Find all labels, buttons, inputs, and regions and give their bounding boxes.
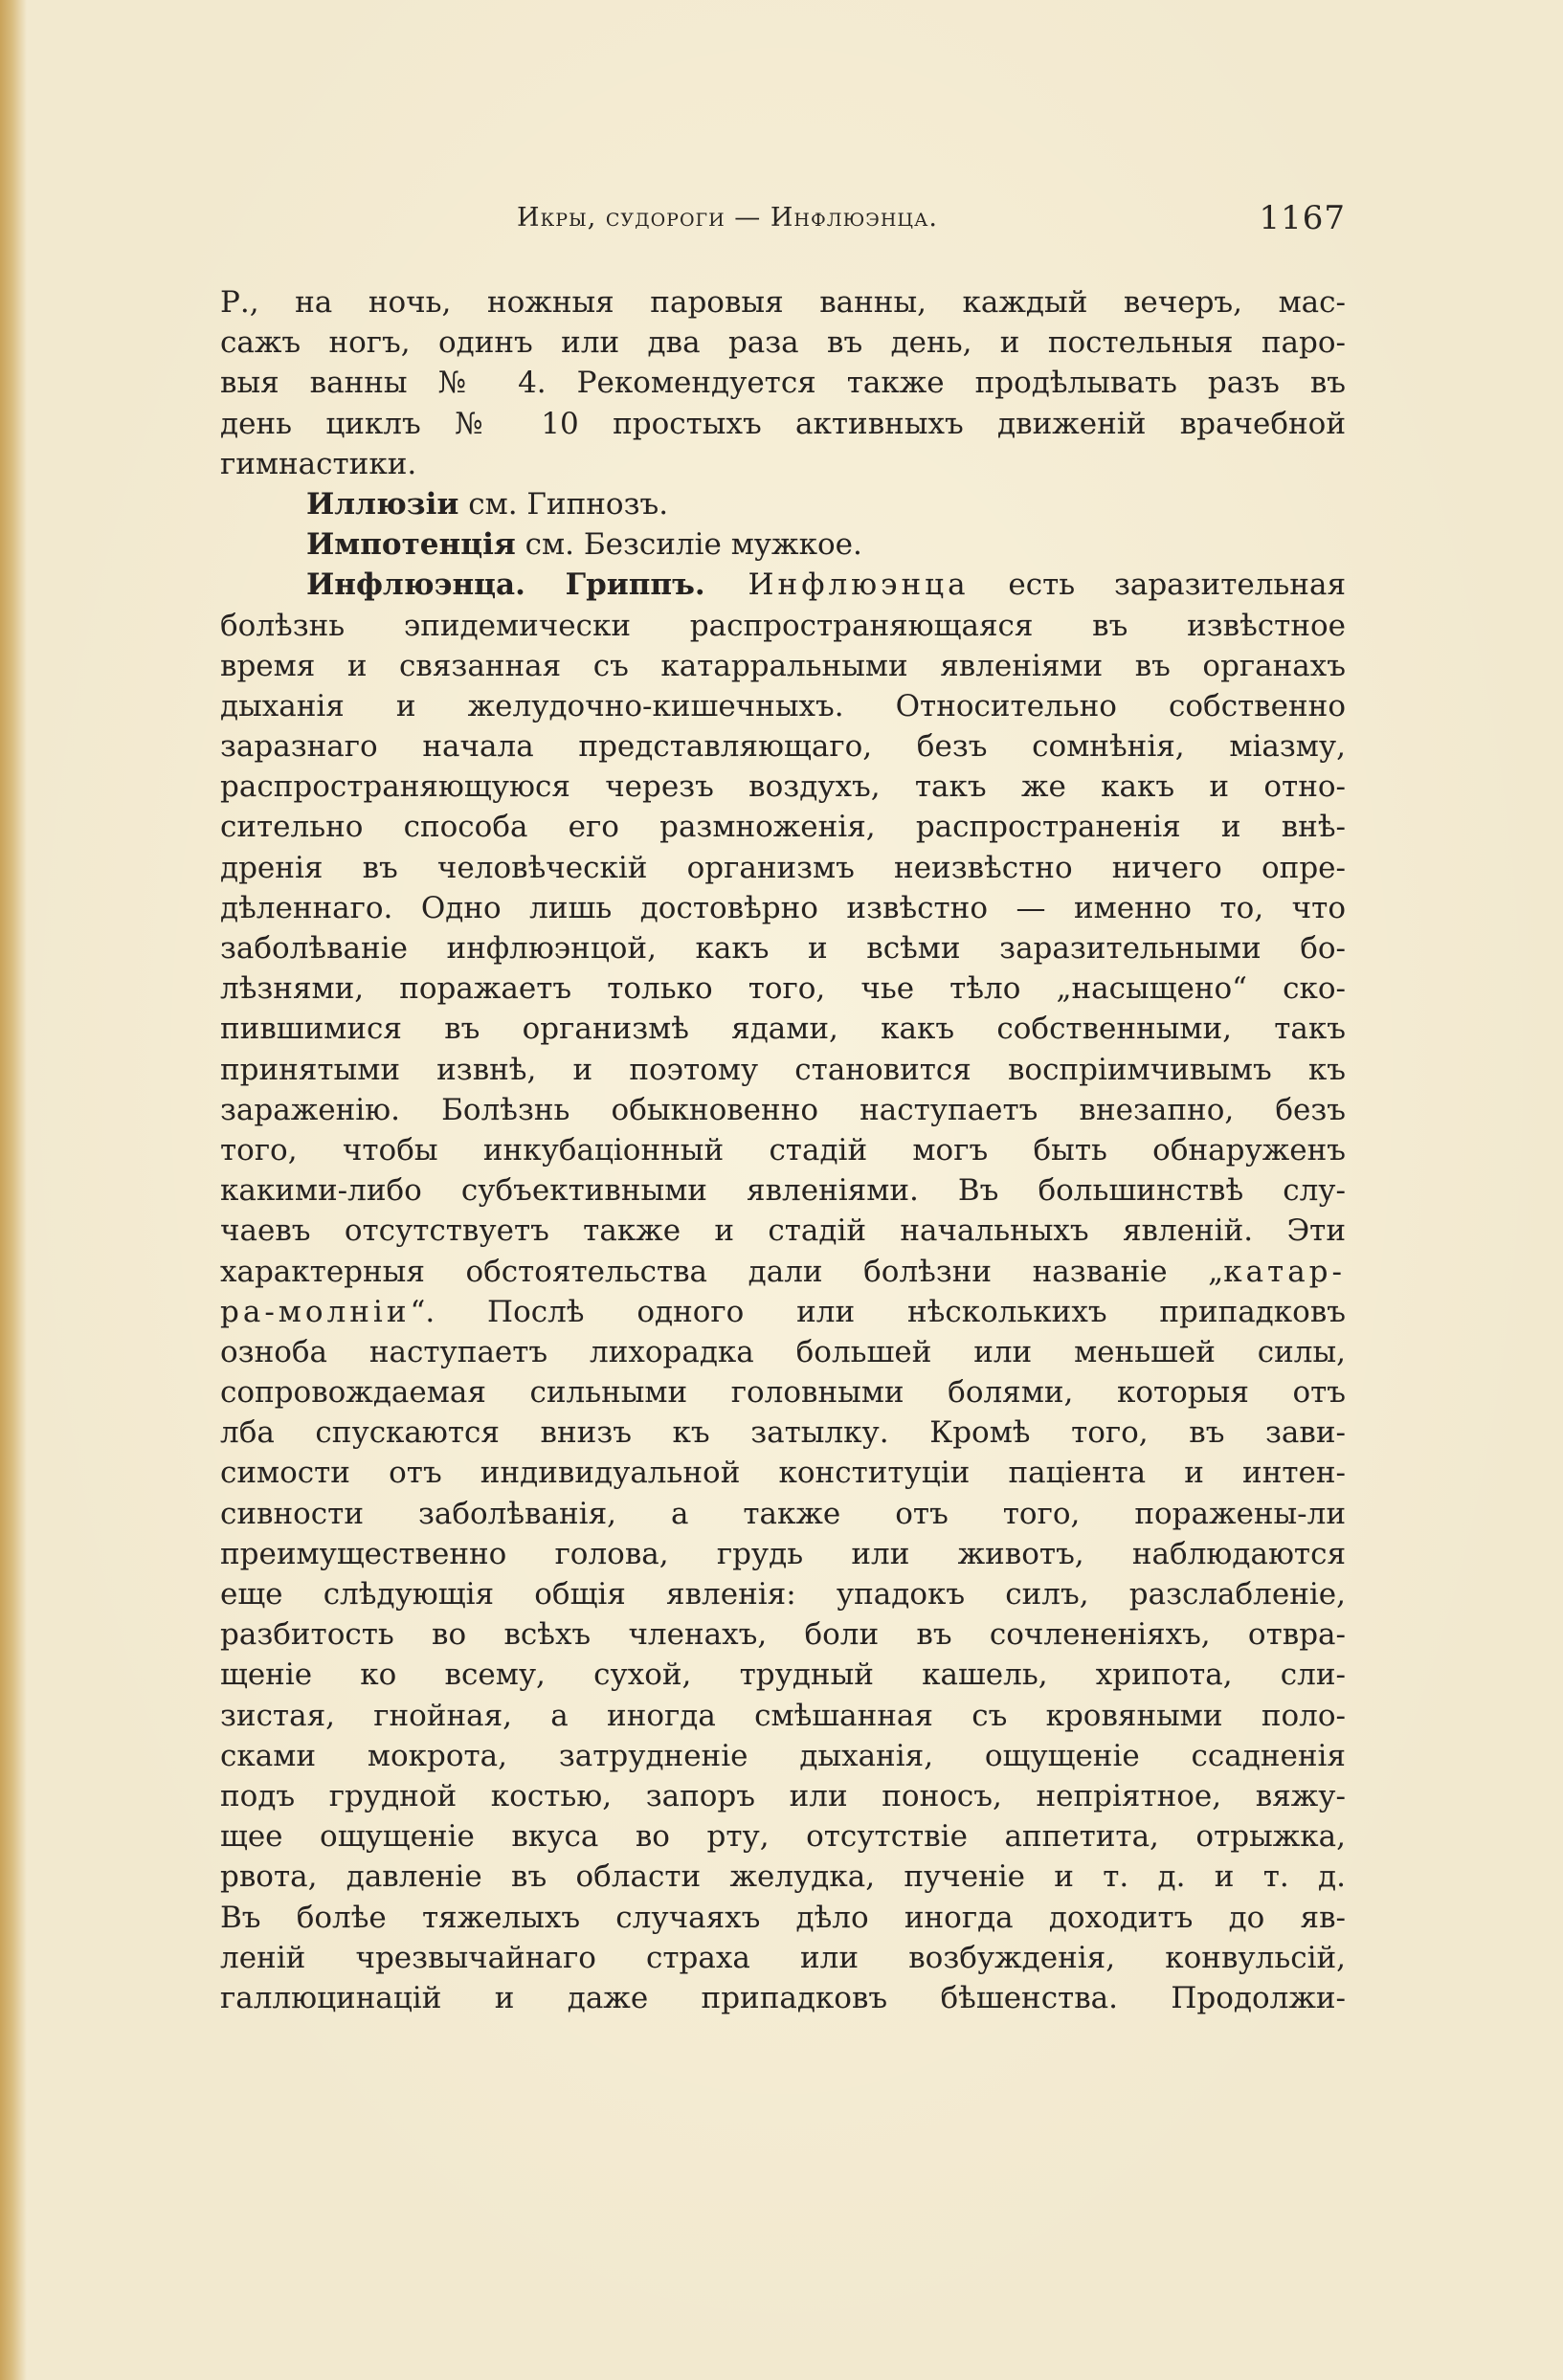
text-line: зараженію. Болѣзнь обыкновенно наступаетъ внезапно, безъ xyxy=(220,1092,1346,1127)
text-line: дренія въ человѣческій организмъ неизвѣстно ничего опре- xyxy=(220,850,1346,885)
text-line: заболѣваніе инфлюэнцой, какъ и всѣми заразительными бо- xyxy=(220,931,1346,966)
text-line: лѣзнями, поражаетъ только того, чье тѣло „насыщено“ ско- xyxy=(220,971,1346,1007)
line-text: “. Послѣ одного или нѣсколькихъ припадковъ xyxy=(410,1294,1346,1329)
text-line: еще слѣдующія общія явленія: упадокъ силъ, разслабленіе, xyxy=(220,1577,1346,1612)
text-line: щее ощущеніе вкуса во рту, отсутствіе аппетита, отрыжка, xyxy=(220,1819,1346,1855)
entry-term: Инфлюэнца. Гриппъ. xyxy=(306,567,705,603)
text-line: время и связанная съ катарральными явленіями въ органахъ xyxy=(220,648,1346,683)
body-text xyxy=(220,282,1346,2018)
text-line: озноба наступаетъ лихорадка большей или меньшей силы, xyxy=(220,1334,1346,1369)
text-line: разбитость во всѣхъ членахъ, боли въ сочлененіяхъ, отвра- xyxy=(220,1617,1346,1653)
entry-influenza xyxy=(220,565,1346,605)
text-line: Р., на ночь, ножныя паровыя ванны, каждый вечеръ, мас- xyxy=(220,285,1346,320)
text-line: сажъ ногъ, одинъ или два раза въ день, и постельныя паро- xyxy=(220,325,1346,361)
text-line xyxy=(220,1292,1346,1332)
text-line: лба спускаются внизъ къ затылку. Кромѣ того, въ зави- xyxy=(220,1415,1346,1451)
text-line: болѣзнь эпидемически распространяющаяся въ извѣстное xyxy=(220,608,1346,643)
text-line: принятыми извнѣ, и поэтому становится воспріимчивымъ къ xyxy=(220,1052,1346,1087)
text-line: заразнаго начала представляющаго, безъ сомнѣнія, міазму, xyxy=(220,729,1346,765)
text-line: того, чтобы инкубаціонный стадій могъ быть обнаруженъ xyxy=(220,1132,1346,1168)
text-line: пившимися въ организмѣ ядами, какъ собственными, такъ xyxy=(220,1012,1346,1047)
entry-term: Иллюзіи xyxy=(306,486,459,522)
entry-text: есть заразительная xyxy=(969,567,1346,603)
text-line: сивности заболѣванія, а также отъ того, поражены-ли xyxy=(220,1496,1346,1531)
entry-reference: см. Безсиліе мужкое. xyxy=(515,527,862,563)
text-line: чаевъ отсутствуетъ также и стадій начальныхъ явленій. Эти xyxy=(220,1213,1346,1249)
text-line: щеніе ко всему, сухой, трудный кашель, хрипота, сли- xyxy=(220,1657,1346,1693)
spaced-term: Инфлюэнца xyxy=(704,567,970,603)
text-line: Въ болѣе тяжелыхъ случаяхъ дѣло иногда доходитъ до яв- xyxy=(220,1900,1346,1935)
text-line: сопровождаемая сильными головными болями, которыя отъ xyxy=(220,1375,1346,1411)
entry-illusions xyxy=(220,484,1346,524)
entry-reference: см. Гипнозъ. xyxy=(458,486,669,522)
text-line: гимнастики. xyxy=(220,446,417,481)
entry-impotence xyxy=(220,524,1346,565)
text-line: подъ грудной костью, запоръ или поносъ, непріятное, вяжу- xyxy=(220,1778,1346,1813)
text-line: зистая, гнойная, а иногда смѣшанная съ кровяными поло- xyxy=(220,1698,1346,1733)
spaced-term: ра-молніи xyxy=(220,1294,411,1329)
text-line: дѣленнаго. Одно лишь достовѣрно извѣстно — именно то, что xyxy=(220,890,1346,925)
text-line: галлюцинацій и даже припадковъ бѣшенства. Продолжи- xyxy=(220,1980,1346,2015)
page-number: 1167 xyxy=(1259,199,1346,237)
entry-term: Импотенція xyxy=(306,527,516,563)
text-line: симости отъ индивидуальной конституціи паціента и интен- xyxy=(220,1456,1346,1491)
text-line: какими-либо субъективными явленіями. Въ большинствѣ слу- xyxy=(220,1173,1346,1209)
text-line: выя ванны № 4. Рекомендуется также продѣлывать разъ въ xyxy=(220,366,1346,401)
page-header xyxy=(220,188,1346,245)
text-line: рвота, давленіе въ области желудка, пученіе и т. д. и т. д. xyxy=(220,1859,1346,1895)
text-line: день циклъ № 10 простыхъ активныхъ движеній врачебной xyxy=(220,406,1346,441)
text-line: леній чрезвычайнаго страха или возбужденія, конвульсій, xyxy=(220,1940,1346,1975)
text-line xyxy=(220,1252,1346,1292)
text-line: сительно способа его размноженія, распространенія и внѣ- xyxy=(220,810,1346,845)
running-head: Икры, судороги — Инфлюэнца. xyxy=(517,203,938,233)
spaced-term: катар- xyxy=(1223,1254,1346,1289)
text-line: сками мокрота, затрудненіе дыханія, ощущеніе ссадненія xyxy=(220,1738,1346,1773)
text-line: распространяющуюся черезъ воздухъ, такъ же какъ и отно- xyxy=(220,769,1346,805)
text-line: дыханія и желудочно-кишечныхъ. Относительно собственно xyxy=(220,688,1346,723)
line-text: характерныя обстоятельства дали болѣзни названіе „ xyxy=(220,1254,1224,1289)
text-line: преимущественно голова, грудь или животъ, наблюдаются xyxy=(220,1536,1346,1571)
page-edge-shadow xyxy=(0,0,27,2380)
